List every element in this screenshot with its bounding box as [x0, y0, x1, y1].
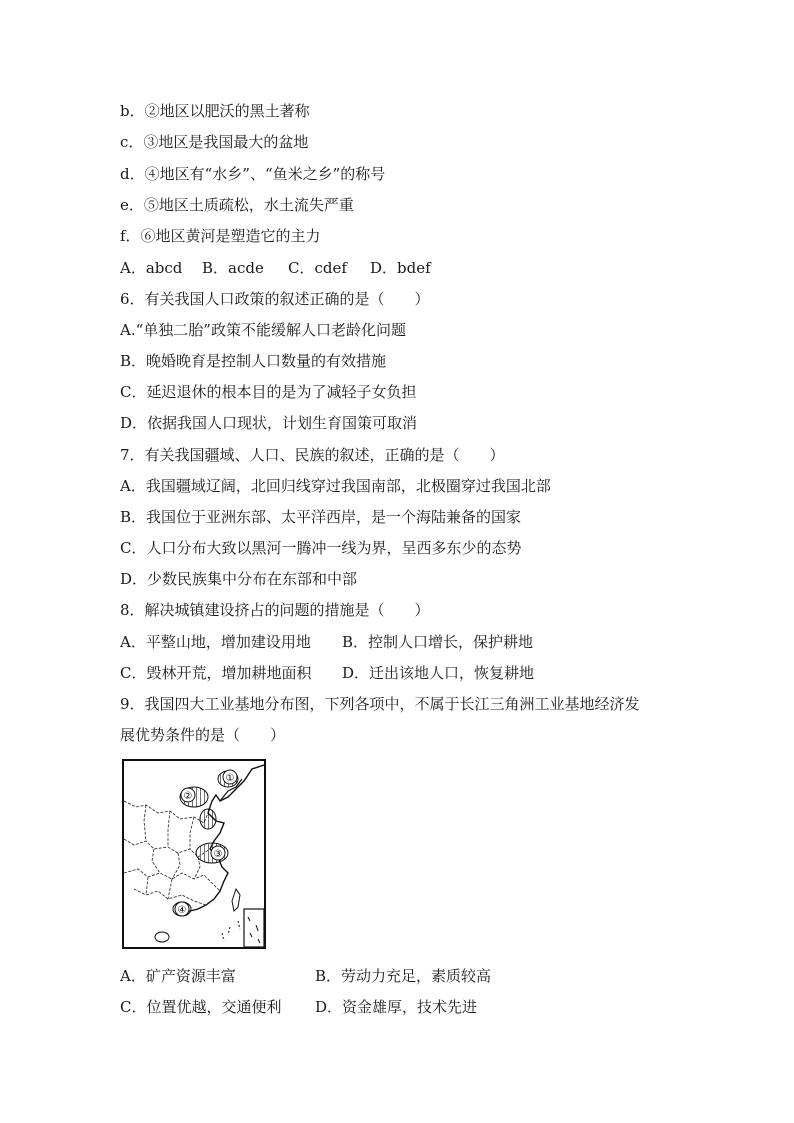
label-4	[175, 902, 189, 916]
q8-stem: 8．解决城镇建设挤占的问题的措施是（ ）	[120, 601, 430, 619]
hainan-island	[155, 932, 169, 942]
q6-option-a: A.“单独二胎”政策不能缓解人口老龄化问题	[120, 321, 406, 339]
q5-option-b: b．②地区以肥沃的黑土著称	[120, 102, 310, 120]
svg-text:①: ①	[225, 773, 235, 784]
south-sea-inset	[244, 909, 264, 947]
q6-stem: 6．有关我国人口政策的叙述正确的是（ ）	[120, 290, 430, 308]
label-2	[181, 788, 195, 802]
q7-option-c: C．人口分布大致以黑河一腾冲一线为界，呈西多东少的态势	[120, 539, 522, 557]
q9-option-d: D．资金雄厚，技术先进	[315, 998, 478, 1016]
q5-choice-a: A．abcd	[120, 259, 183, 277]
industrial-base-map	[122, 759, 266, 949]
q6-option-c: C．延迟退休的根本目的是为了减轻子女负担	[120, 383, 417, 401]
q6-option-d: D．依据我国人口现状，计划生育国策可取消	[120, 414, 418, 432]
map-drawing	[124, 761, 264, 947]
q9-option-b: B．劳动力充足，素质较高	[315, 967, 492, 985]
q5-option-d: d．④地区有“水乡”、“鱼米之乡”的称号	[120, 165, 386, 183]
q9-option-c: C．位置优越，交通便利	[120, 998, 282, 1016]
q8-option-d: D．迁出该地人口，恢复耕地	[342, 664, 535, 682]
q8-option-c: C．毁林开荒，增加耕地面积	[120, 664, 312, 682]
q9-stem-line-1: 9．我国四大工业基地分布图，下列各项中，不属于长江三角洲工业基地经济发	[120, 695, 640, 713]
q7-option-a: A．我国疆域辽阔，北回归线穿过我国南部，北极圈穿过我国北部	[120, 477, 551, 495]
label-1	[223, 770, 237, 784]
q9-stem-line-2: 展优势条件的是（ ）	[120, 726, 286, 744]
svg-text:③: ③	[213, 849, 223, 860]
taiwan-island	[232, 889, 240, 911]
q5-choice-b: B．acde	[202, 259, 264, 277]
q5-choice-d: D．bdef	[370, 259, 431, 277]
q8-option-a: A．平整山地，增加建设用地	[120, 633, 311, 651]
svg-text:④: ④	[177, 905, 187, 916]
q5-option-f: f．⑥地区黄河是塑造它的主力	[120, 227, 321, 245]
region-2b-hatch	[200, 809, 216, 829]
label-3	[211, 846, 225, 860]
q9-option-a: A．矿产资源丰富	[120, 967, 236, 985]
q7-stem: 7．有关我国疆域、人口、民族的叙述，正确的是（ ）	[120, 446, 505, 464]
q5-choice-c: C．cdef	[288, 259, 347, 277]
island-marks	[222, 921, 240, 941]
q5-option-e: e．⑤地区土质疏松，水土流失严重	[120, 196, 354, 214]
q7-option-b: B．我国位于亚洲东部、太平洋西岸，是一个海陆兼备的国家	[120, 508, 522, 526]
q7-option-d: D．少数民族集中分布在东部和中部	[120, 570, 358, 588]
q6-option-b: B．晚婚晚育是控制人口数量的有效措施	[120, 352, 387, 370]
svg-text:②: ②	[183, 791, 193, 802]
q8-option-b: B．控制人口增长，保护耕地	[342, 633, 534, 651]
q5-option-c: c．③地区是我国最大的盆地	[120, 133, 309, 151]
